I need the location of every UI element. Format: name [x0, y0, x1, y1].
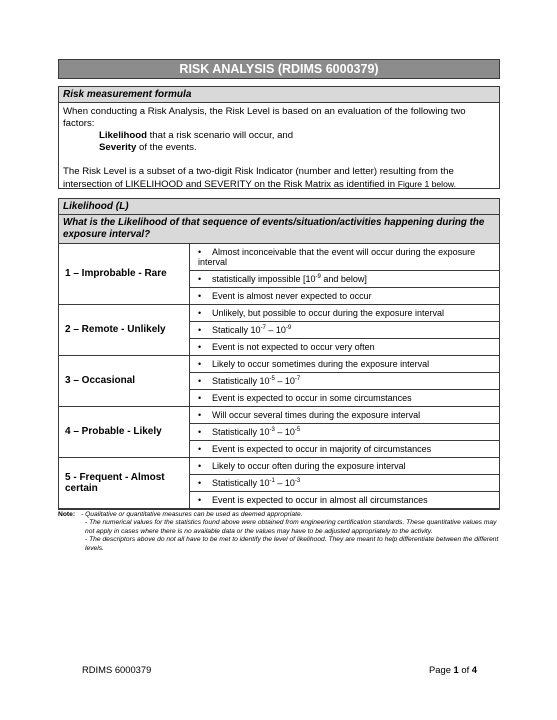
likelihood-descriptor — [190, 355, 500, 372]
exponent: -7 — [294, 375, 301, 382]
exponent: -3 — [294, 477, 301, 484]
likelihood-level-label: 1 – Improbable - Rare — [59, 244, 190, 304]
likelihood-level-label: 2 – Remote - Unlikely — [59, 304, 190, 355]
descriptor-text: Event is expected to occur in majority of circumstances — [212, 443, 432, 454]
likelihood-descriptor — [190, 372, 500, 389]
descriptor-text: Almost inconceivable that the event will occur during the exposure interval — [198, 246, 476, 267]
factor-likelihood-text: that a risk scenario will occur, and — [146, 130, 294, 141]
footer-doc-id: RDIMS 6000379 — [82, 664, 152, 675]
likelihood-descriptor — [190, 287, 500, 304]
exponent: -7 — [260, 324, 266, 331]
likelihood-descriptor — [190, 423, 500, 440]
descriptor-text: Statistically 10 — [212, 477, 270, 488]
likelihood-level-label: 3 – Occasional — [59, 355, 190, 406]
note-line-1: - Qualitative or quantitative measures can be used as deemed appropriate. — [81, 511, 303, 518]
bullet-icon: • — [198, 494, 202, 505]
descriptor-text: Statistically 10 — [212, 426, 270, 437]
bullet-icon: • — [198, 477, 202, 488]
likelihood-table — [59, 244, 499, 509]
likelihood-descriptor — [190, 406, 500, 423]
page-total: 4 — [471, 664, 477, 675]
likelihood-descriptor — [190, 491, 500, 508]
formula-body — [59, 103, 499, 194]
factor-severity-term: Severity — [99, 142, 137, 153]
risk-level-paragraph — [63, 166, 495, 191]
bullet-icon: • — [198, 375, 202, 386]
descriptor-text: Event is almost never expected to occur — [212, 290, 372, 301]
descriptor-text: Likely to occur often during the exposure interval — [212, 460, 406, 471]
bullet-icon: • — [198, 460, 202, 471]
exponent: -1 — [269, 477, 275, 484]
factor-likelihood — [63, 130, 495, 142]
exponent: -9 — [285, 324, 292, 331]
bullet-icon: • — [198, 324, 202, 335]
descriptor-text: Event is expected to occur in some circumstances — [212, 392, 412, 403]
descriptor-text: Event is expected to occur in almost all circumstances — [212, 494, 428, 505]
bullet-icon: • — [198, 358, 202, 369]
likelihood-section — [58, 198, 500, 510]
likelihood-descriptor — [190, 457, 500, 474]
likelihood-descriptor — [190, 474, 500, 491]
likelihood-descriptor — [190, 440, 500, 457]
factor-likelihood-term: Likelihood — [99, 130, 147, 141]
descriptor-text: Statistically 10 — [212, 375, 270, 386]
formula-header: Risk measurement formula — [59, 87, 499, 103]
bullet-icon: • — [198, 392, 202, 403]
likelihood-descriptor — [190, 338, 500, 355]
descriptor-text: and below] — [320, 273, 367, 284]
likelihood-row — [59, 355, 499, 372]
note-label: Note: — [58, 511, 76, 518]
descriptor-text: Will occur several times during the exposure interval — [212, 409, 421, 420]
bullet-icon: • — [198, 443, 202, 454]
page-prefix: Page — [429, 664, 454, 675]
exponent: -5 — [269, 375, 275, 382]
likelihood-descriptor — [190, 244, 500, 270]
likelihood-header: Likelihood (L) — [59, 199, 499, 215]
factor-severity — [63, 142, 495, 154]
descriptor-text: – 10 — [265, 324, 286, 335]
descriptor-text: – 10 — [274, 477, 295, 488]
footer-page-number — [429, 664, 477, 675]
likelihood-row — [59, 457, 499, 474]
exponent: -9 — [315, 273, 321, 280]
bullet-icon: • — [198, 426, 202, 437]
page-of: of — [458, 664, 472, 675]
likelihood-descriptor — [190, 270, 500, 287]
likelihood-row — [59, 244, 499, 270]
likelihood-row — [59, 406, 499, 423]
likelihood-level-label: 5 - Frequent - Almost certain — [59, 457, 190, 508]
factor-severity-text: of the events. — [136, 142, 197, 153]
bullet-icon: • — [198, 290, 202, 301]
likelihood-descriptor — [190, 321, 500, 338]
likelihood-descriptor — [190, 304, 500, 321]
risk-level-text: The Risk Level is a subset of a two-digit Risk Indicator (number and letter) resulting from the intersection of LIKELIHOOD and SEVERITY on the Risk Matrix as identified in — [63, 166, 454, 190]
bullet-icon: • — [198, 409, 202, 420]
bullet-icon: • — [198, 341, 202, 352]
descriptor-text: Event is not expected to occur very often — [212, 341, 375, 352]
descriptor-text: – 10 — [274, 375, 295, 386]
bullet-icon: • — [198, 246, 202, 257]
bullet-icon: • — [198, 307, 202, 318]
descriptor-text: Statically 10 — [212, 324, 261, 335]
figure-reference: Figure 1 below. — [397, 179, 456, 189]
bullet-icon: • — [198, 273, 202, 284]
formula-section — [58, 86, 500, 189]
descriptor-text: Likely to occur sometimes during the exposure interval — [212, 358, 430, 369]
descriptor-text: – 10 — [274, 426, 295, 437]
page-current: 1 — [453, 664, 459, 675]
descriptor-text: Unlikely, but possible to occur during the exposure interval — [212, 307, 444, 318]
descriptor-text: statistically impossible [10 — [212, 273, 316, 284]
likelihood-row — [59, 304, 499, 321]
note-line-2: - The numerical values for the statistics found above were obtained from engineering certification standards. These quantitative values may not apply in cases where there is no available data or the values may have to be adjusted appropriately to the activity. — [85, 519, 497, 535]
likelihood-descriptor — [190, 389, 500, 406]
exponent: -3 — [269, 426, 275, 433]
formula-intro: When conducting a Risk Analysis, the Risk Level is based on an evaluation of the following two factors: — [63, 106, 466, 129]
page-title: RISK ANALYSIS (RDIMS 6000379) — [58, 59, 500, 79]
likelihood-level-label: 4 – Probable - Likely — [59, 406, 190, 457]
note-section — [58, 511, 503, 553]
likelihood-question: What is the Likelihood of that sequence of events/situation/activities happening during the exposure interval? — [59, 215, 499, 244]
note-line-3: - The descriptors above do not all have to be met to identify the level of likelihood. They are meant to help differentiate between the different levels. — [85, 536, 499, 552]
exponent: -5 — [294, 426, 301, 433]
